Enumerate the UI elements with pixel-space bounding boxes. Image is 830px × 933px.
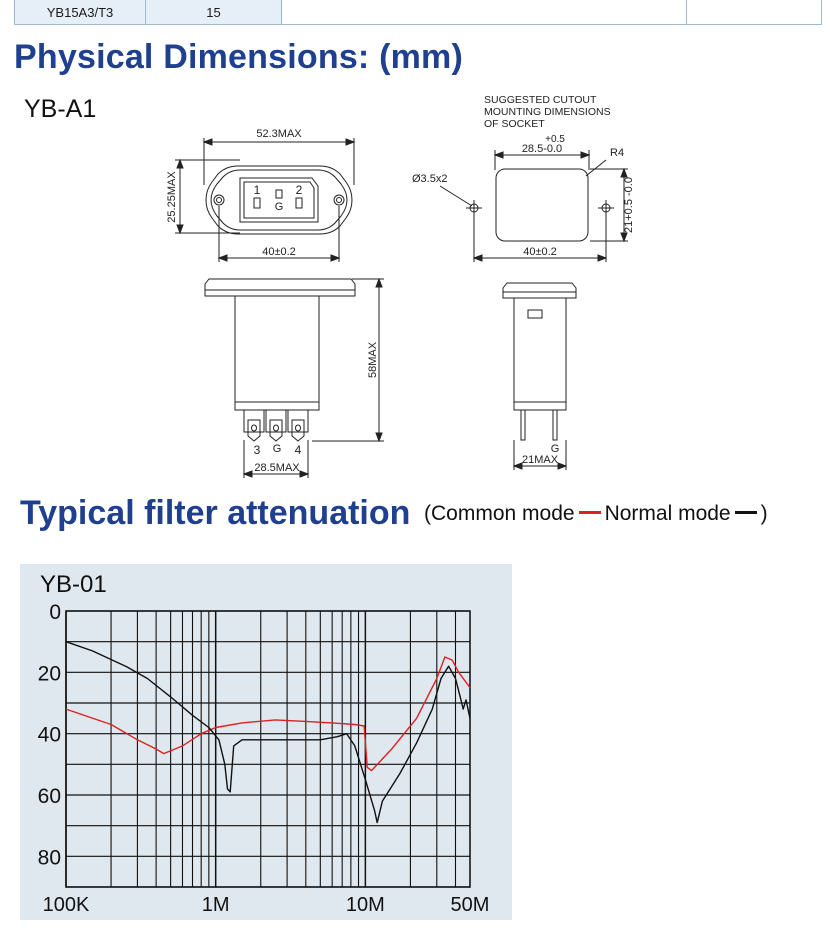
radius-label: R4 [610, 147, 625, 159]
legend-common-swatch [579, 511, 601, 514]
legend-normal-swatch [735, 511, 757, 514]
chart-background [20, 564, 512, 920]
cutout-note-line-1: SUGGESTED CUTOUT [484, 94, 597, 106]
side-view [205, 279, 384, 478]
pin-2-label: 2 [295, 183, 303, 197]
front-view [166, 128, 354, 262]
legend-suffix: ) [760, 502, 768, 525]
legend-prefix: (Common mode [424, 502, 575, 525]
terminal-3-label: 3 [253, 443, 261, 457]
x-tick-label: 10M [345, 894, 385, 916]
x-tick-label: 1M [201, 894, 230, 916]
cutout-height-label: 21+0.5 -0.0 [623, 177, 635, 233]
front-width-label: 52.3MAX [256, 128, 302, 140]
terminal-g-label: G [272, 443, 282, 455]
table-cell-model: YB15A3/T3 [15, 0, 146, 24]
legend-mid: Normal mode [604, 502, 731, 525]
pin-g-label: G [274, 201, 284, 213]
attenuation-chart [20, 564, 512, 920]
dimensions-heading: Physical Dimensions: (mm) [14, 38, 464, 76]
y-tick-label: 80 [37, 846, 61, 870]
y-tick-label: 20 [37, 662, 61, 686]
chart-title: YB-01 [40, 571, 107, 598]
hole-diameter-label: Ø3.5x2 [412, 173, 448, 185]
cutout-width-tolerance: +0.5 [545, 134, 565, 145]
front-height-label: 25.25MAX [166, 171, 178, 223]
dimensions-model-label: YB-A1 [24, 95, 97, 123]
side-width-label: 21MAX [521, 454, 559, 466]
side-height-label: 58MAX [367, 341, 379, 379]
y-tick-label: 0 [49, 601, 61, 624]
y-tick-label: 60 [37, 785, 61, 808]
x-tick-label: 50M [450, 894, 490, 916]
cutout-note-line-3: OF SOCKET [484, 118, 545, 130]
chart-legend [424, 502, 768, 526]
side-view-narrow [503, 283, 576, 470]
front-hole-spacing-label: 40±0.2 [262, 246, 296, 258]
cutout-hole-spacing-label: 40±0.2 [523, 246, 557, 258]
table-cell-rating: 15 [146, 0, 282, 24]
y-tick-label: 40 [37, 723, 61, 747]
terminal-4-label: 4 [294, 443, 302, 457]
cutout-view [412, 94, 635, 262]
attenuation-heading: Typical filter attenuation [20, 494, 411, 532]
side-g-label: G [550, 443, 560, 455]
bottom-width-label: 28.5MAX [254, 462, 300, 474]
cutout-note-line-2: MOUNTING DIMENSIONS [484, 106, 611, 118]
pin-1-label: 1 [253, 183, 261, 197]
cutout-width-label: 28.5-0.0 [521, 143, 563, 155]
x-tick-label: 100K [42, 894, 90, 916]
